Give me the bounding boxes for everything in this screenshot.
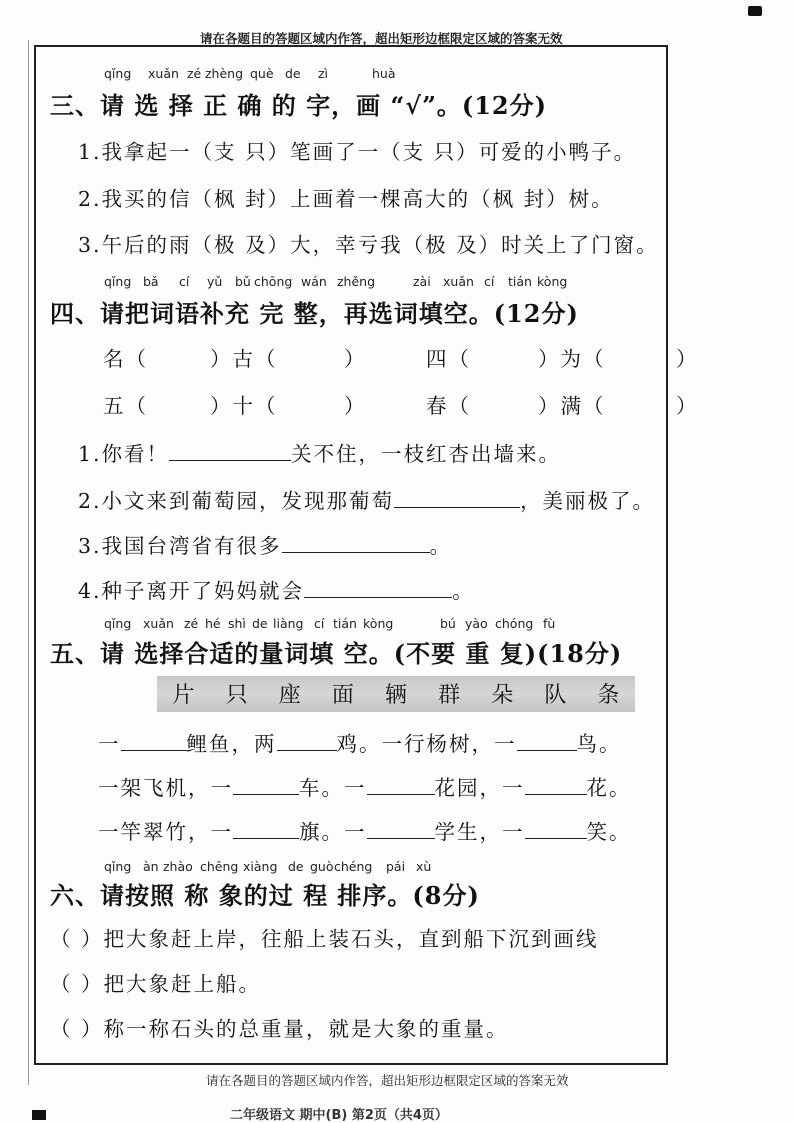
row2-part4: 花。: [586, 776, 632, 800]
section3-pinyin-1: qǐng: [104, 66, 132, 81]
row3-part2: 旗。一: [299, 820, 367, 844]
section4-pinyin-10: xuǎn: [443, 274, 474, 289]
section4-pinyin-8: zhěng: [337, 274, 376, 289]
section4-pinyin-11: cí: [484, 274, 495, 289]
section3-pinyin-8: huà: [372, 66, 396, 81]
item-1-before: 1.你看！: [78, 442, 170, 466]
section6-pinyin-9: pái: [386, 859, 406, 874]
section6-pinyin-5: xiàng: [243, 859, 278, 874]
section6-item-1[interactable]: （ ）把大象赶上岸，往船上装石头，直到船下沉到画线: [50, 927, 599, 951]
section3-pinyin-2: xuǎn: [148, 66, 179, 81]
section5-pinyin-11: bú: [440, 616, 456, 631]
section3-pinyin-7: zì: [318, 66, 329, 81]
row1-part1: 一: [98, 732, 121, 756]
section6-item-2[interactable]: （ ）把大象赶上船。: [50, 972, 262, 996]
section6-pinyin-10: xù: [416, 859, 432, 874]
section3-item-2: 2.我买的信（枫 封）上画着一棵高大的（枫 封）树。: [78, 187, 614, 211]
section3-item-1: 1.我拿起一（支 只）笔画了一（支 只）可爱的小鸭子。: [78, 140, 637, 164]
measure-blank-4[interactable]: [233, 774, 299, 795]
answer-blank-2[interactable]: [394, 487, 520, 508]
section4-item-1: [78, 437, 561, 467]
measure-blank-5[interactable]: [367, 774, 435, 795]
section6-item-3[interactable]: （ ）称一称石头的总重量，就是大象的重量。: [50, 1017, 509, 1041]
section3-item-3: 3.午后的雨（极 及）大，幸亏我（极 及）时关上了门窗。: [78, 233, 659, 257]
row3-part1: 一竿翠竹，一: [98, 820, 233, 844]
section3-title: 三、请 选 择 正 确 的 字，画 “√”。(12分): [50, 91, 547, 120]
measure-blank-7[interactable]: [233, 818, 299, 839]
word-bank-item: 面: [331, 683, 354, 708]
section4-pinyin-1: qǐng: [104, 274, 132, 289]
idiom-4-middle: ）满（: [538, 394, 606, 418]
row1-part2: 鲤鱼，两: [186, 732, 277, 756]
answer-blank-3[interactable]: [282, 532, 430, 553]
word-bank-item: 朵: [491, 683, 514, 708]
row3-part3: 学生，一: [434, 820, 525, 844]
idiom-1-start: 名（: [103, 347, 148, 371]
section3-pinyin-3: zé: [187, 66, 202, 81]
item-2-after: ，美丽极了。: [520, 489, 656, 513]
section4-pinyin-2: bǎ: [143, 274, 159, 289]
section6-pinyin-1: qǐng: [104, 859, 132, 874]
row1-part4: 鸟。: [576, 732, 622, 756]
idiom-4-start: 春（: [426, 394, 471, 418]
footer-notice: 请在各题目的答题区域内作答，超出矩形边框限定区域的答案无效: [206, 1073, 569, 1088]
item-3-after: 。: [429, 534, 453, 558]
section5-pinyin-1: qǐng: [104, 616, 132, 631]
measure-blank-8[interactable]: [367, 818, 435, 839]
word-bank-item: 座: [278, 683, 301, 708]
idiom-2-middle: ）为（: [538, 347, 606, 371]
measure-blank-1[interactable]: [121, 730, 187, 751]
word-bank-item: 队: [544, 683, 567, 708]
section6-pinyin-6: de: [288, 859, 304, 874]
measure-blank-9[interactable]: [525, 818, 587, 839]
word-bank-item: 条: [597, 683, 620, 708]
page-edge-line: [28, 40, 29, 1085]
idiom-3-end: ）: [344, 394, 367, 418]
section4-pinyin-9: zài: [413, 274, 431, 289]
section5-title: 五、请 选择合适的量词填 空。(不要 重 复)(18分): [50, 639, 623, 668]
section6-pinyin-4: chēng: [200, 859, 239, 874]
section6-pinyin-3: zhào: [163, 859, 193, 874]
measure-word-row-3: [98, 815, 632, 845]
word-bank: [157, 678, 635, 709]
section3-pinyin-6: de: [285, 66, 301, 81]
measure-blank-2[interactable]: [277, 730, 337, 751]
measure-word-row-1: [98, 727, 622, 757]
item-2-before: 2.小文来到葡萄园，发现那葡萄: [78, 489, 395, 513]
section4-pinyin-7: wán: [301, 274, 327, 289]
section4-pinyin-4: yǔ: [207, 274, 223, 289]
page-footer-clip: [230, 1104, 590, 1123]
page-footer: 二年级语文 期中(B) 第2页（共4页）: [230, 1108, 448, 1123]
section5-pinyin-3: zé: [184, 616, 199, 631]
section4-pinyin-3: cí: [179, 274, 190, 289]
section6-pinyin-7: guò: [310, 859, 334, 874]
section4-pinyin-5: bǔ: [235, 274, 251, 289]
measure-blank-6[interactable]: [525, 774, 587, 795]
idiom-2-start: 四（: [426, 347, 471, 371]
measure-word-row-2: [98, 771, 632, 801]
section5-pinyin-6: de: [252, 616, 268, 631]
idiom-4-end: ）: [676, 394, 699, 418]
measure-blank-3[interactable]: [517, 730, 577, 751]
row2-part3: 花园，一: [434, 776, 525, 800]
section5-pinyin-13: chóng: [495, 616, 534, 631]
section4-pinyin-13: kòng: [537, 274, 568, 289]
section4-pinyin-12: tián: [508, 274, 532, 289]
row3-part4: 笑。: [586, 820, 632, 844]
word-bank-item: 辆: [384, 683, 407, 708]
section4-item-2: [78, 484, 655, 514]
corner-mark-bottom-left: [32, 1110, 46, 1120]
section5-pinyin-10: kòng: [363, 616, 394, 631]
section5-pinyin-7: liàng: [273, 616, 304, 631]
section4-title: 四、请把词语补充 完 整，再选词填空。(12分): [50, 299, 579, 328]
item-3-before: 3.我国台湾省有很多: [78, 534, 282, 558]
header-notice: 请在各题目的答题区域内作答，超出矩形边框限定区域的答案无效: [200, 31, 563, 46]
idiom-3-start: 五（: [103, 394, 148, 418]
section6-title: 六、请按照 称 象的过 程 排序。(8分): [50, 881, 480, 910]
section4-item-3: [78, 529, 452, 559]
section5-pinyin-8: cí: [314, 616, 325, 631]
section4-pinyin-6: chōng: [254, 274, 293, 289]
row2-part2: 车。一: [299, 776, 367, 800]
corner-mark-top-right: [748, 6, 762, 16]
section3-pinyin-4: zhèng: [205, 66, 244, 81]
word-bank-item: 片: [172, 683, 195, 708]
section5-pinyin-12: yào: [465, 616, 488, 631]
item-4-before: 4.种子离开了妈妈就会: [78, 579, 305, 603]
section6-pinyin-8: chéng: [334, 859, 373, 874]
answer-blank-4[interactable]: [304, 577, 452, 598]
section5-pinyin-4: hé: [205, 616, 221, 631]
section4-item-4: [78, 574, 475, 604]
section5-pinyin-9: tián: [333, 616, 357, 631]
section3-pinyin-5: què: [250, 66, 274, 81]
idiom-3-middle: ）十（: [210, 394, 278, 418]
idiom-2-end: ）: [676, 347, 699, 371]
section6-pinyin-2: àn: [143, 859, 159, 874]
section5-pinyin-5: shì: [228, 616, 246, 631]
row2-part1: 一架飞机，一: [98, 776, 233, 800]
word-bank-item: 只: [225, 683, 248, 708]
answer-blank-1[interactable]: [169, 440, 291, 461]
section5-pinyin-2: xuǎn: [143, 616, 174, 631]
item-1-after: 关不住，一枝红杏出墙来。: [291, 442, 562, 466]
section5-pinyin-14: fù: [543, 616, 556, 631]
row1-part3: 鸡。一行杨树，一: [336, 732, 517, 756]
word-bank-item: 群: [438, 683, 461, 708]
section6-item-1-clip: [50, 922, 690, 952]
idiom-1-end: ）: [344, 347, 367, 371]
item-4-after: 。: [452, 579, 475, 603]
idiom-1-middle: ）古（: [210, 347, 278, 371]
